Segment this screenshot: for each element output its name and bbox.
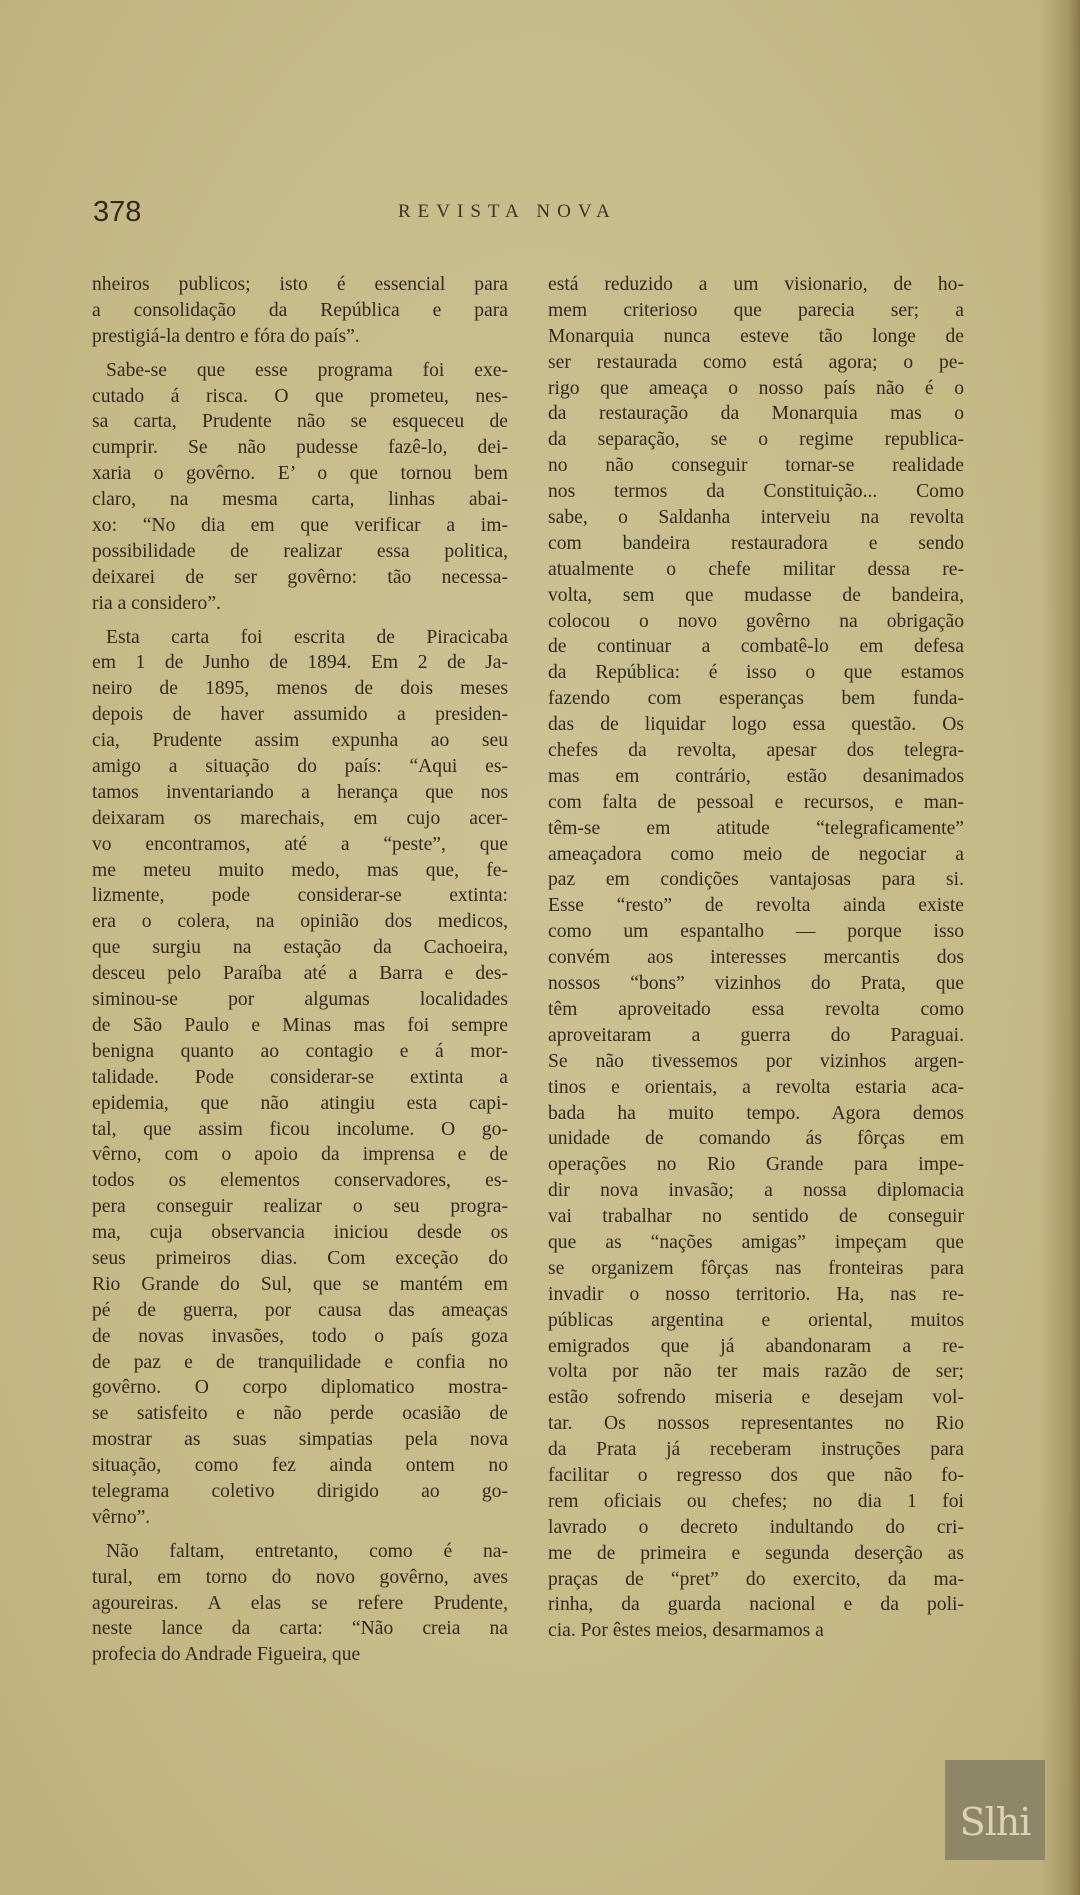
- text-line: mem criterioso que parecia ser; a: [548, 299, 964, 321]
- text-line: que surgiu na estação da Cachoeira,: [92, 937, 508, 959]
- text-line: facilitar o regresso dos que não fo-: [548, 1464, 964, 1486]
- text-line: todos os elementos conservadores, es-: [92, 1170, 508, 1192]
- text-line: siminou-se por algumas localidades: [92, 989, 508, 1011]
- text-line: invadir o nosso territorio. Ha, nas re-: [548, 1283, 964, 1305]
- text-line: amigo a situação do país: “Aqui es-: [92, 756, 508, 778]
- text-line: govêrno. O corpo diplomatico mostra-: [92, 1377, 508, 1399]
- paragraph: [92, 358, 508, 617]
- text-line: da restauração da Monarquia mas o: [548, 403, 964, 425]
- text-line: ameaçadora como meio de negociar a: [548, 843, 964, 865]
- text-line: volta, sem que mudasse de bandeira,: [548, 584, 964, 606]
- text-line: convém aos interesses mercantis dos: [548, 947, 964, 969]
- text-line: estão sofrendo miseria e desejam vol-: [548, 1387, 964, 1409]
- text-line: rem oficiais ou chefes; no dia 1 foi: [548, 1490, 964, 1512]
- text-line: me de primeira e segunda deserção as: [548, 1542, 964, 1564]
- text-line: rinha, da guarda nacional e da poli-: [548, 1594, 964, 1616]
- text-line: era o colera, na opinião dos medicos,: [92, 911, 508, 933]
- paragraph-gap: [92, 350, 508, 358]
- text-line: seus primeiros dias. Com exceção do: [92, 1247, 508, 1269]
- text-line: de novas invasões, todo o país goza: [92, 1325, 508, 1347]
- text-line: Sabe-se que esse programa foi exe-: [106, 359, 508, 381]
- text-line: pera conseguir realizar o seu progra-: [92, 1196, 508, 1218]
- text-line: epidemia, que não atingiu esta capi-: [92, 1092, 508, 1114]
- text-line: da República: é isso o que estamos: [548, 662, 964, 684]
- text-line: têm-se em atitude “telegraficamente”: [548, 817, 964, 839]
- text-line: como um espantalho — porque isso: [548, 921, 964, 943]
- text-line: deixarei de ser govêrno: tão necessa-: [92, 566, 508, 588]
- text-line: com falta de pessoal e recursos, e man-: [548, 791, 964, 813]
- text-line: nos termos da Constituição... Como: [548, 481, 964, 503]
- text-line: pé de guerra, por causa das ameaças: [92, 1299, 508, 1321]
- text-line: têm aproveitado essa revolta como: [548, 998, 964, 1020]
- text-line: a consolidação da República e para: [92, 299, 508, 321]
- text-line: Monarquia nunca esteve tão longe de: [548, 325, 964, 347]
- text-line: Não faltam, entretanto, como é na-: [106, 1540, 508, 1562]
- text-line: operações no Rio Grande para impe-: [548, 1154, 964, 1176]
- paragraph: [92, 1539, 508, 1668]
- text-line: benigna quanto ao contagio e á mor-: [92, 1040, 508, 1062]
- text-line: vai trabalhar no sentido de conseguir: [548, 1206, 964, 1228]
- text-line: tal, que assim ficou incolume. O go-: [92, 1118, 508, 1140]
- text-line: da Prata já receberam instruções para: [548, 1439, 964, 1461]
- paragraph-gap: [92, 617, 508, 625]
- text-line: sa carta, Prudente não se esqueceu de: [92, 411, 508, 433]
- text-line: sabe, o Saldanha interveiu na revolta: [548, 507, 964, 529]
- text-line: neste lance da carta: “Não creia na: [92, 1618, 508, 1640]
- text-line: está reduzido a um visionario, de ho-: [548, 274, 964, 295]
- text-line: colocou o novo govêrno na obrigação: [548, 610, 964, 632]
- text-line: claro, na mesma carta, linhas abai-: [92, 489, 508, 511]
- text-line: Esta carta foi escrita de Piracicaba: [106, 626, 508, 648]
- text-line: Se não tivessemos por vizinhos argen-: [548, 1050, 964, 1072]
- text-line: chefes da revolta, apesar dos telegra-: [548, 740, 964, 762]
- text-line: volta por não ter mais razão de ser;: [548, 1361, 964, 1383]
- text-line: depois de haver assumido a presiden-: [92, 704, 508, 726]
- text-line: que as “nações amigas” impeçam que: [548, 1231, 964, 1253]
- text-line: xo: “No dia em que verificar a im-: [92, 515, 508, 537]
- text-line: ser restaurada como está agora; o pe-: [548, 351, 964, 373]
- text-line: cia. Por êstes meios, desarmamos a: [548, 1620, 824, 1642]
- page-header: [93, 196, 673, 236]
- text-line: em 1 de Junho de 1894. Em 2 de Ja-: [92, 652, 508, 674]
- text-line: Esse “resto” de revolta ainda existe: [548, 895, 964, 917]
- text-line: ria a considero”.: [92, 592, 221, 614]
- text-line: telegrama coletivo dirigido ao go-: [92, 1480, 508, 1502]
- paragraph: [92, 272, 508, 350]
- text-line: se satisfeito e não perde ocasião de: [92, 1403, 508, 1425]
- text-line: públicas argentina e oriental, muitos: [548, 1309, 964, 1331]
- text-line: vêrno, com o apoio da imprensa e de: [92, 1144, 508, 1166]
- right-column: [548, 272, 964, 1644]
- text-line: deixaram os marechais, em cujo acer-: [92, 807, 508, 829]
- text-line: das de liquidar logo essa questão. Os: [548, 714, 964, 736]
- text-line: de paz e de tranquilidade e confia no: [92, 1351, 508, 1373]
- text-line: vêrno”.: [92, 1506, 151, 1528]
- text-line: bada ha muito tempo. Agora demos: [548, 1102, 964, 1124]
- text-line: da separação, se o regime republica-: [548, 429, 964, 451]
- text-line: emigrados que já abandonaram a re-: [548, 1335, 964, 1357]
- text-line: Rio Grande do Sul, que se mantém em: [92, 1273, 508, 1295]
- text-line: neiro de 1895, menos de dois meses: [92, 678, 508, 700]
- text-line: fazendo com esperanças bem funda-: [548, 688, 964, 710]
- paragraph: [92, 625, 508, 1531]
- text-line: paz em condições vantajosas para si.: [548, 869, 964, 891]
- text-line: praças de “pret” do exercito, da ma-: [548, 1568, 964, 1590]
- text-line: de continuar a combatê-lo em defesa: [548, 636, 964, 658]
- text-line: possibilidade de realizar essa politica,: [92, 540, 508, 562]
- text-line: profecia do Andrade Figueira, que: [92, 1644, 361, 1666]
- text-line: tar. Os nossos representantes no Rio: [548, 1413, 964, 1435]
- text-line: nossos “bons” vizinhos do Prata, que: [548, 973, 964, 995]
- text-line: tinos e orientais, a revolta estaria aca-: [548, 1076, 964, 1098]
- paragraph: [548, 272, 964, 1644]
- text-line: rigo que ameaça o nosso país não é o: [548, 377, 964, 399]
- text-line: cutado á risca. O que prometeu, nes-: [92, 385, 508, 407]
- text-line: unidade de comando ás fôrças em: [548, 1128, 964, 1150]
- text-line: vo encontramos, até a “peste”, que: [92, 833, 508, 855]
- running-title: REVISTA NOVA: [398, 201, 617, 222]
- text-line: se organizem fôrças nas fronteiras para: [548, 1257, 964, 1279]
- text-line: aproveitaram a guerra do Paraguai.: [548, 1024, 964, 1046]
- text-line: tamos inventariando a herança que nos: [92, 781, 508, 803]
- text-line: situação, como fez ainda ontem no: [92, 1455, 508, 1477]
- text-line: tural, em torno do novo govêrno, aves: [92, 1566, 508, 1588]
- text-line: lizmente, pode considerar-se extinta:: [92, 885, 508, 907]
- paragraph-gap: [92, 1531, 508, 1539]
- text-line: lavrado o decreto indultando do cri-: [548, 1516, 964, 1538]
- text-line: mas em contrário, estão desanimados: [548, 765, 964, 787]
- text-line: nheiros publicos; isto é essencial para: [92, 274, 508, 295]
- text-line: agoureiras. A elas se refere Prudente,: [92, 1592, 508, 1614]
- watermark-logo: [945, 1760, 1045, 1860]
- text-line: talidade. Pode considerar-se extinta a: [92, 1066, 508, 1088]
- text-line: ma, cuja observancia iniciou desde os: [92, 1222, 508, 1244]
- text-line: dir nova invasão; a nossa diplomacia: [548, 1180, 964, 1202]
- text-line: cumprir. Se não pudesse fazê-lo, dei-: [92, 437, 508, 459]
- text-line: no não conseguir tornar-se realidade: [548, 455, 964, 477]
- text-line: desceu pelo Paraíba até a Barra e des-: [92, 963, 508, 985]
- text-line: mostrar as suas simpatias pela nova: [92, 1429, 508, 1451]
- text-line: me meteu muito medo, mas que, fe-: [92, 859, 508, 881]
- text-line: com bandeira restauradora e sendo: [548, 532, 964, 554]
- text-line: xaria o govêrno. E’ o que tornou bem: [92, 463, 508, 485]
- watermark-text: Slhi: [959, 1800, 1031, 1844]
- text-line: de São Paulo e Minas mas foi sempre: [92, 1014, 508, 1036]
- text-line: prestigiá-la dentro e fóra do país”.: [92, 325, 360, 347]
- page-number: 378: [93, 196, 142, 228]
- text-line: cia, Prudente assim expunha ao seu: [92, 730, 508, 752]
- left-column: [92, 272, 508, 1668]
- text-line: atualmente o chefe militar dessa re-: [548, 558, 964, 580]
